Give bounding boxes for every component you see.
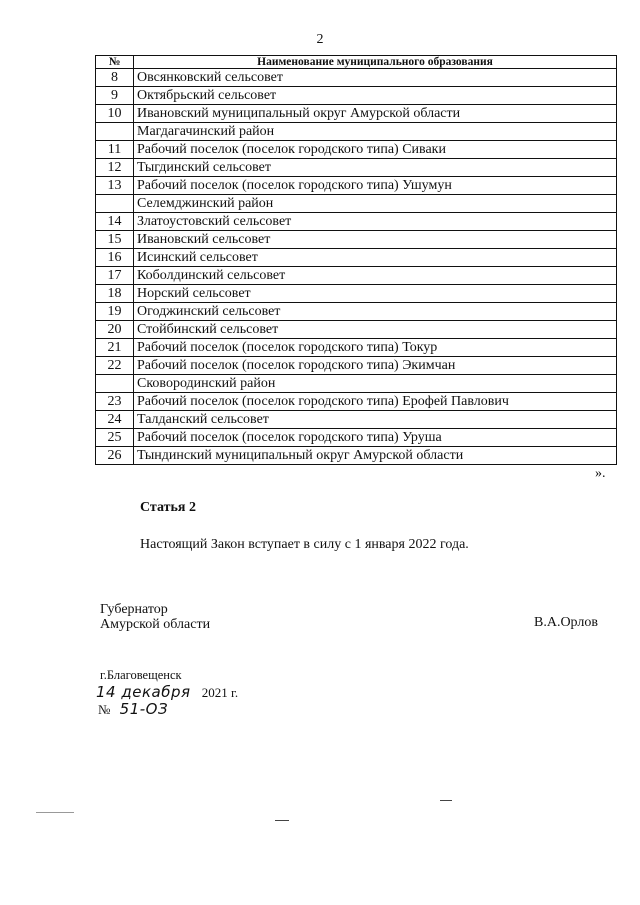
table-row bbox=[96, 267, 617, 285]
table-row bbox=[96, 159, 617, 177]
municipality-name: Октябрьский сельсовет bbox=[134, 87, 617, 105]
column-header-name: Наименование муниципального образования bbox=[134, 56, 617, 69]
place-of-signing: г.Благовещенск bbox=[100, 668, 182, 682]
date-year: 2021 г. bbox=[201, 685, 239, 700]
scan-mark bbox=[440, 800, 452, 801]
table-row bbox=[96, 411, 617, 429]
scan-mark bbox=[36, 812, 74, 813]
table-row bbox=[96, 123, 617, 141]
table-row bbox=[96, 321, 617, 339]
law-number bbox=[98, 700, 168, 718]
row-number: 10 bbox=[96, 105, 134, 123]
municipality-name: Рабочий поселок (поселок городского типа) Сиваки bbox=[134, 141, 617, 159]
column-header-number: № bbox=[96, 56, 134, 69]
row-number: 23 bbox=[96, 393, 134, 411]
number-label: № bbox=[98, 702, 111, 717]
table-row bbox=[96, 87, 617, 105]
table-row bbox=[96, 339, 617, 357]
row-number: 21 bbox=[96, 339, 134, 357]
table-row bbox=[96, 177, 617, 195]
municipality-name: Рабочий поселок (поселок городского типа) Ерофей Павлович bbox=[134, 393, 617, 411]
table-row bbox=[96, 231, 617, 249]
municipality-name: Тындинский муниципальный округ Амурской области bbox=[134, 447, 617, 465]
municipality-name: Талданский сельсовет bbox=[134, 411, 617, 429]
municipality-name: Ивановский сельсовет bbox=[134, 231, 617, 249]
row-number: 11 bbox=[96, 141, 134, 159]
municipality-name: Овсянковский сельсовет bbox=[134, 69, 617, 87]
table-row bbox=[96, 195, 617, 213]
municipality-name: Рабочий поселок (поселок городского типа) Экимчан bbox=[134, 357, 617, 375]
table-row bbox=[96, 303, 617, 321]
row-number: 20 bbox=[96, 321, 134, 339]
row-number bbox=[96, 195, 134, 213]
municipality-name: Коболдинский сельсовет bbox=[134, 267, 617, 285]
municipality-name: Ивановский муниципальный округ Амурской области bbox=[134, 105, 617, 123]
row-number bbox=[96, 123, 134, 141]
closing-quote: ». bbox=[595, 466, 606, 481]
municipality-name: Рабочий поселок (поселок городского типа) Уруша bbox=[134, 429, 617, 447]
table-row bbox=[96, 249, 617, 267]
table-row bbox=[96, 447, 617, 465]
municipality-name: Селемджинский район bbox=[134, 195, 617, 213]
row-number: 15 bbox=[96, 231, 134, 249]
table-row bbox=[96, 213, 617, 231]
municipalities-table bbox=[95, 55, 617, 465]
row-number: 9 bbox=[96, 87, 134, 105]
row-number: 18 bbox=[96, 285, 134, 303]
article-title: Статья 2 bbox=[140, 500, 196, 515]
municipality-name: Сковородинский район bbox=[134, 375, 617, 393]
table-body bbox=[96, 69, 617, 465]
row-number: 24 bbox=[96, 411, 134, 429]
municipality-name: Тыгдинский сельсовет bbox=[134, 159, 617, 177]
table-row bbox=[96, 429, 617, 447]
municipality-name: Магдагачинский район bbox=[134, 123, 617, 141]
row-number bbox=[96, 375, 134, 393]
row-number: 25 bbox=[96, 429, 134, 447]
signatory-title-line1: Губернатор bbox=[100, 602, 168, 617]
table-row bbox=[96, 141, 617, 159]
table-row bbox=[96, 105, 617, 123]
row-number: 19 bbox=[96, 303, 134, 321]
municipality-name: Рабочий поселок (поселок городского типа) Токур bbox=[134, 339, 617, 357]
article-text: Настоящий Закон вступает в силу с 1 января 2022 года. bbox=[140, 537, 469, 552]
municipality-name: Рабочий поселок (поселок городского типа) Ушумун bbox=[134, 177, 617, 195]
row-number: 17 bbox=[96, 267, 134, 285]
signatory-name: В.А.Орлов bbox=[534, 615, 598, 630]
row-number: 16 bbox=[96, 249, 134, 267]
row-number: 22 bbox=[96, 357, 134, 375]
page-number: 2 bbox=[316, 32, 324, 47]
table-row bbox=[96, 69, 617, 87]
municipality-name: Огоджинский сельсовет bbox=[134, 303, 617, 321]
signatory-title bbox=[100, 602, 210, 632]
row-number: 14 bbox=[96, 213, 134, 231]
municipality-name: Норский сельсовет bbox=[134, 285, 617, 303]
row-number: 12 bbox=[96, 159, 134, 177]
municipality-name: Исинский сельсовет bbox=[134, 249, 617, 267]
row-number: 26 bbox=[96, 447, 134, 465]
table-header-row bbox=[96, 56, 617, 69]
municipality-name: Златоустовский сельсовет bbox=[134, 213, 617, 231]
table-row bbox=[96, 357, 617, 375]
row-number: 13 bbox=[96, 177, 134, 195]
scan-mark bbox=[275, 820, 289, 821]
handwritten-number: 51-ОЗ bbox=[119, 700, 169, 718]
table-row bbox=[96, 285, 617, 303]
signatory-title-line2: Амурской области bbox=[100, 617, 211, 632]
handwritten-date: 14 декабря bbox=[96, 683, 191, 701]
municipality-name: Стойбинский сельсовет bbox=[134, 321, 617, 339]
row-number: 8 bbox=[96, 69, 134, 87]
table-row bbox=[96, 375, 617, 393]
table-row bbox=[96, 393, 617, 411]
signing-date bbox=[96, 683, 238, 701]
